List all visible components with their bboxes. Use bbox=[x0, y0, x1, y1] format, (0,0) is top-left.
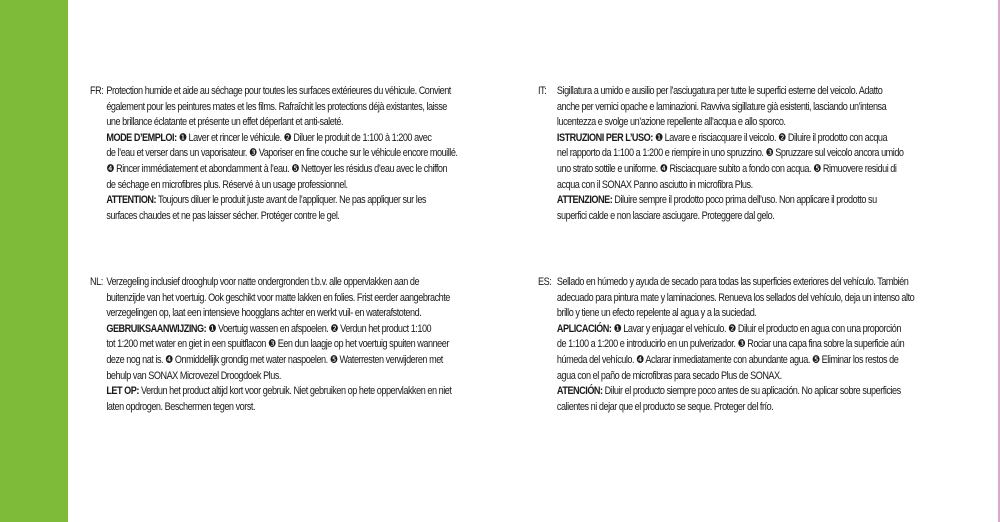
language-code-fr: FR: bbox=[90, 85, 104, 97]
attention-label: ATTENZIONE: bbox=[556, 194, 613, 207]
mode-line: acqua con il SONAX Panno asciutto in microfibra Plus. bbox=[556, 178, 753, 191]
intro-line: Verzegeling inclusief drooghulp voor natte ondergronden t.b.v. alle oppervlakken aan de bbox=[106, 276, 420, 288]
intro-line: verzegelingen op, laat een intensieve hoogglans achter en werkt vuil- en waterafstotend. bbox=[106, 307, 422, 320]
mode-line: ❹ Rincer immédiatement et abondamment à l’eau. ❺ Nettoyer les résidus d’eau avec le chiffon bbox=[106, 162, 448, 175]
attention-line: Verdun het product altijd kort voor gebruik. Niet gebruiken op hete oppervlakken en niet bbox=[138, 385, 452, 398]
section-fr-body bbox=[106, 84, 553, 224]
mode-line: behulp van SONAX Microvezel Droogdoek Plus. bbox=[106, 369, 281, 382]
green-side-bar bbox=[0, 0, 68, 522]
mode-label: GEBRUIKSAANWIJZING: bbox=[106, 322, 207, 335]
mode-line: ❶ Lavare e risciacquare il veicolo. ❷ Diluire il prodotto con acqua bbox=[652, 131, 888, 144]
mode-line: ❶ Laver et rincer le véhicule. ❷ Diluer le produit de 1:100 à 1:200 avec bbox=[176, 131, 432, 144]
attention-label: ATENCIÓN: bbox=[556, 385, 603, 398]
intro-line: également pour les peintures mates et les films. Rafraîchit les protections déjà existantes, laisse bbox=[106, 100, 447, 113]
attention-line: Toujours diluer le produit juste avant de l’appliquer. Ne pas appliquer sur les bbox=[156, 194, 427, 207]
attention-line: laten opdrogen. Beschermen tegen vorst. bbox=[106, 400, 256, 413]
intro-line: brillo y tiene un efecto repelente al agua y a la suciedad. bbox=[556, 307, 757, 320]
intro-line: Sellado en húmedo y ayuda de secado para todas las superficies exteriores del vehículo. También bbox=[556, 276, 909, 288]
attention-line: superfici calde e non lasciare asciugare. Proteggere dal gelo. bbox=[556, 209, 775, 222]
mode-line: de séchage en microfibres plus. Réservé à un usage professionnel. bbox=[106, 178, 348, 191]
intro-line: lucentezza e svolge un’azione repellente all’acqua e allo sporco. bbox=[556, 116, 786, 129]
intro-line: anche per vernici opache e laminazioni. Ravviva sigillature già esistenti, lasciando un’intensa bbox=[556, 100, 887, 113]
language-code-it: IT: bbox=[538, 85, 547, 97]
mode-label: MODE D’EMPLOI: bbox=[106, 131, 177, 144]
attention-line: surfaces chaudes et ne pas laisser sécher. Protéger contre le gel. bbox=[106, 209, 340, 222]
mode-label: APLICACIÓN: bbox=[556, 322, 612, 335]
mode-line: ❶ Lavar y enjuagar el vehículo. ❷ Diluir el producto en agua con una proporción bbox=[611, 322, 901, 335]
intro-line: une brillance éclatante et présente un effet déperlant et anti-saleté. bbox=[106, 116, 344, 129]
mode-line: nel rapporto da 1:100 a 1:200 e riempire in uno spruzzino. ❸ Spruzzare sul veicolo ancora umido bbox=[556, 147, 904, 160]
intro-line: adecuado para pintura mate y laminaciones. Renueva los sellados del vehículo, deja un intenso alto bbox=[556, 291, 915, 304]
section-nl-body bbox=[106, 275, 553, 415]
intro-line: buitenzijde van het voertuig. Ook geschikt voor matte lakken en folies. Frist eerder aangebrachte bbox=[106, 291, 450, 304]
mode-line: ❶ Voertuig wassen en afspoelen. ❷ Verdun het product 1:100 bbox=[206, 322, 432, 335]
intro-line: Protection humide et aide au séchage pour toutes les surfaces extérieures du véhicule. Convient bbox=[106, 85, 451, 97]
mode-line: de 1:100 a 1:200 e introducirlo en un pulverizador. ❸ Rociar una capa fina sobre la superficie aún bbox=[556, 338, 905, 351]
section-es-body bbox=[557, 275, 1000, 415]
attention-label: LET OP: bbox=[106, 385, 139, 398]
attention-label: ATTENTION: bbox=[106, 194, 157, 207]
section-it-body bbox=[557, 84, 1000, 224]
attention-line: Diluire sempre il prodotto poco prima dell’uso. Non applicare il prodotto su bbox=[612, 194, 877, 207]
language-code-nl: NL: bbox=[90, 276, 103, 288]
mode-line: deze nog nat is. ❹ Onmiddellijk grondig met water naspoelen. ❺ Waterresten verwijderen met bbox=[106, 353, 443, 366]
language-code-es: ES: bbox=[538, 276, 552, 288]
mode-line: uno strato sottile e uniforme. ❹ Risciacquare subito a fondo con acqua. ❺ Rimuovere residui di bbox=[556, 162, 897, 175]
mode-line: húmeda del vehículo. ❹ Aclarar inmediatamente con abundante agua. ❺ Eliminar los restos de bbox=[556, 353, 899, 366]
mode-line: agua con el paño de microfibras para secado Plus de SONAX. bbox=[556, 369, 782, 382]
attention-line: Diluir el producto siempre poco antes de su aplicación. No aplicar sobre superficies bbox=[602, 385, 901, 398]
attention-line: calientes ni dejar que el producto se seque. Proteger del frío. bbox=[556, 400, 774, 413]
mode-label: ISTRUZIONI PER L’USO: bbox=[556, 131, 653, 144]
intro-line: Sigillatura a umido e ausilio per l’asciugatura per tutte le superfici esterne del veicolo. Adatto bbox=[556, 85, 883, 97]
mode-line: de l’eau et verser dans un vaporisateur. ❸ Vaporiser en fine couche sur le véhicule encore mouillé. bbox=[106, 147, 458, 160]
mode-line: tot 1:200 met water en giet in een spuitflacon ❸ Een dun laagje op het voertuig spuiten wanneer bbox=[106, 338, 449, 351]
